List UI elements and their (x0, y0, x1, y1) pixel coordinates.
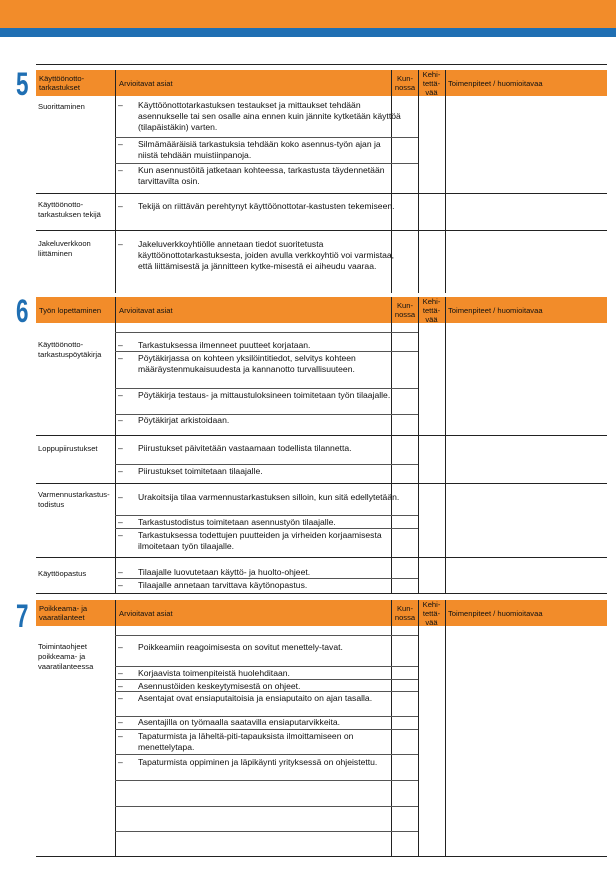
checklist-item: Asennustöiden keskeytymisestä on ohjeet. (138, 681, 301, 691)
col-kehitettavaa-header: Kehi- tettä- vää (422, 70, 441, 97)
top-orange-band (0, 0, 616, 28)
section-header (36, 70, 607, 96)
col-kunnossa-header: Kun- nossa (394, 604, 416, 622)
col-toimenpiteet-header: Toimenpiteet / huomioitavaa (448, 306, 543, 315)
checklist-item: Tarkastustodistus toimitetaan asennustyön tilaajalle. (138, 517, 336, 527)
top-blue-band (0, 28, 616, 37)
row-label: Käyttöönotto- tarkastuspöytäkirja (38, 340, 102, 359)
checklist-item: Piirustukset päivitetään vastaamaan todellista tilannetta. (138, 443, 352, 453)
col-kehitettavaa-header: Kehi- tettä- vää (422, 297, 441, 324)
section-number: 5 (16, 66, 29, 102)
checklist-item: Asentajilla on työmaalla saatavilla ensiaputarvikkeita. (138, 717, 341, 727)
row-label: Varmennustarkastus- todistus (38, 490, 110, 509)
checklist-item: Kun asennustöitä jatketaan kohteessa, tarkastusta täydennetään tarvittavilta osin. (138, 165, 385, 186)
row-label: Loppupiirustukset (38, 444, 98, 453)
row-label: Käyttöopastus (38, 569, 87, 578)
table-bottom-rule (36, 856, 607, 857)
col-kehitettavaa-header: Kehi- tettä- vää (422, 600, 441, 627)
section-header (36, 297, 607, 323)
row-label: Toimintaohjeet poikkeama- ja vaaratilanteessa (38, 642, 94, 671)
col-toimenpiteet-header: Toimenpiteet / huomioitavaa (448, 609, 543, 618)
checklist-item: Tarkastuksessa ilmenneet puutteet korjataan. (138, 340, 311, 350)
section-top-rule (36, 64, 607, 65)
col-kunnossa-header: Kun- nossa (394, 74, 416, 92)
row-label: Käyttöönotto- tarkastuksen tekijä (38, 200, 101, 219)
col-toimenpiteet-header: Toimenpiteet / huomioitavaa (448, 79, 543, 88)
row-label: Suorittaminen (38, 102, 85, 111)
checklist-item: Piirustukset toimitetaan tilaajalle. (138, 466, 263, 476)
checklist-item: Korjaavista toimenpiteistä huolehditaan. (138, 668, 290, 678)
section-title: Käyttöönotto- tarkastukset (39, 74, 85, 92)
col-assess-header: Arvioitavat asiat (119, 609, 173, 618)
col-assess-header: Arvioitavat asiat (119, 79, 173, 88)
checklist-item: Silmämääräisiä tarkastuksia tehdään koko asennus-työn ajan ja niistä tehdään muistiinpanoja. (138, 139, 381, 160)
checklist-item: Asentajat ovat ensiaputaitoisia ja ensiaputaito on ajan tasalla. (138, 693, 373, 703)
section-title: Työn lopettaminen (39, 306, 102, 315)
checklist-item: Tilaajalle luovutetaan käyttö- ja huolto-ohjeet. (138, 567, 311, 577)
checklist-item: Urakoitsija tilaa varmennustarkastuksen silloin, kun sitä edellytetään. (138, 492, 400, 502)
col-kunnossa-header: Kun- nossa (394, 301, 416, 319)
row-label: Jakeluverkkoon liittäminen (38, 239, 91, 258)
section-number: 6 (16, 293, 29, 329)
checklist-item: Poikkeamiin reagoimisesta on sovitut menettely-tavat. (138, 642, 343, 652)
section-title: Poikkeama- ja vaaratilanteet (39, 604, 88, 622)
checklist-item: Tapaturmista ja läheltä-piti-tapauksista ilmoittamiseen on menettelytapa. (138, 731, 354, 752)
checklist-item: Käyttöönottotarkastuksen testaukset ja mittaukset tehdään asennukselle tai sen osalle aina ennen kuin jännite kytketään käyttöä (tilapäistäkin) varten. (138, 100, 401, 132)
checklist-item: Pöytäkirjassa on kohteen yksilöintitiedot, selvitys kohteen määräystenmukaisuudesta ja kannanotto turvallisuuteen. (138, 353, 356, 374)
checklist-item: Pöytäkirja testaus- ja mittaustuloksineen toimitetaan työn tilaajalle. (138, 390, 391, 400)
checklist-item: Tilaajalle annetaan tarvittava käytönopastus. (138, 580, 308, 590)
section-header (36, 600, 607, 626)
col-assess-header: Arvioitavat asiat (119, 306, 173, 315)
checklist-item: Jakeluverkkoyhtiölle annetaan tiedot suoritetusta käyttöönottotarkastuksesta, joiden avulla verkkoyhtiö voi varmistaa, että liittämisestä ja jännitteen kytke-misestä ei aiheudu vaaraa. (138, 239, 395, 271)
checklist-item: Tapaturmista oppiminen ja läpikäynti yrityksessä on ohjeistettu. (138, 757, 378, 767)
section-number: 7 (16, 598, 29, 634)
checklist-item: Pöytäkirjat arkistoidaan. (138, 415, 230, 425)
checklist-item: Tekijä on riittävän perehtynyt käyttöönottotar-kastusten tekemiseen. (138, 201, 395, 211)
checklist-item: Tarkastuksessa todettujen puutteiden ja virheiden korjaamisesta ilmoitetaan työn tilaajalle. (138, 530, 382, 551)
